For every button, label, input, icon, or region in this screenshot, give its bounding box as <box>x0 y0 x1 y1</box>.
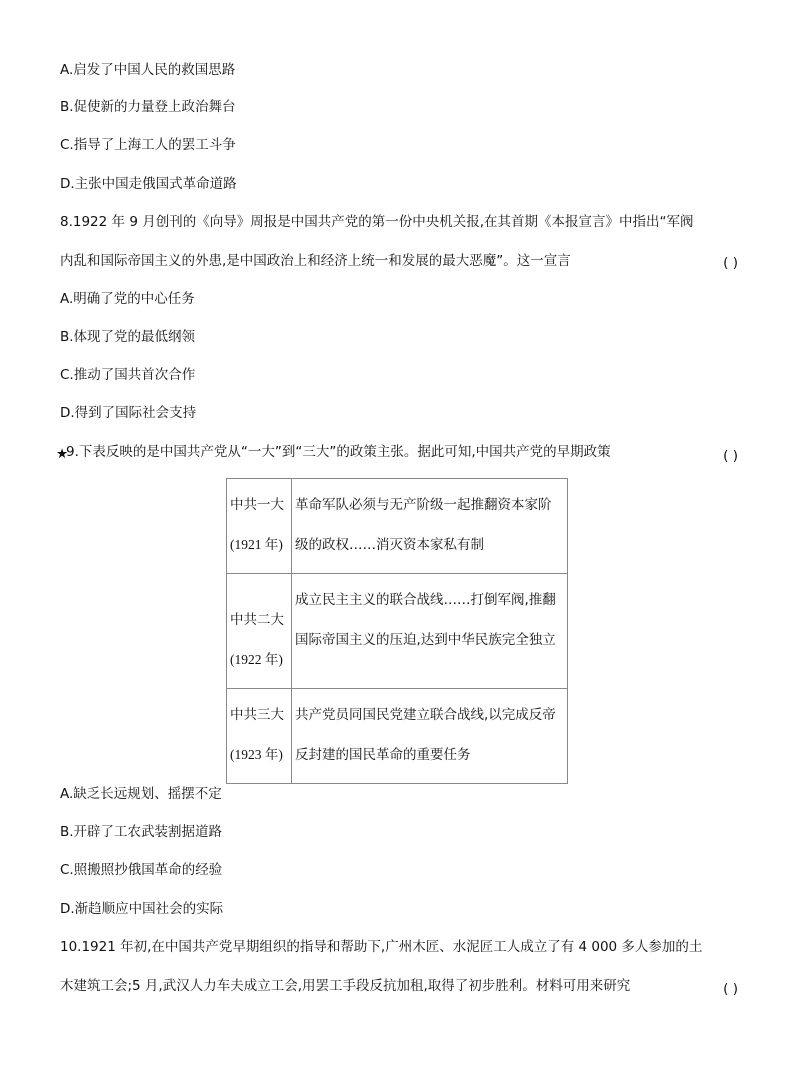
table-row <box>227 574 568 689</box>
q10-stem-line2: 木建筑工会;5 月,武汉人力车夫成立工会,用罢工手段反抗加租,取得了初步胜利。材料可用来研究 <box>60 978 631 994</box>
table-row <box>227 479 568 574</box>
q10-stem-line1: 10.1921 年初,在中国共产党早期组织的指导和帮助下,广州木匠、水泥匠工人成立了有 4 000 多人参加的土 <box>60 939 703 955</box>
q9-option-b: B.开辟了工农武装割据道路 <box>60 824 223 840</box>
q8-answer-paren: ( ) <box>723 255 738 271</box>
row-header <box>227 479 292 574</box>
policy-table <box>226 478 568 784</box>
congress-year: (1922 年) <box>230 652 283 667</box>
congress-name: 中共三大 <box>230 707 284 723</box>
policy-content: 成立民主主义的联合战线……打倒军阀,推翻国际帝国主义的压迫,达到中华民族完全独立 <box>292 574 568 689</box>
q7-option-c: C.指导了上海工人的罢工斗争 <box>60 137 236 153</box>
q8-stem-line1: 8.1922 年 9 月创刊的《向导》周报是中国共产党的第一份中央机关报,在其首期《本报宣言》中指出“军阀 <box>60 214 694 230</box>
row-header <box>227 689 292 784</box>
q8-option-b: B.体现了党的最低纲领 <box>60 329 196 345</box>
row-header <box>227 574 292 689</box>
policy-content: 革命军队必须与无产阶级一起推翻资本家阶级的政权……消灭资本家私有制 <box>292 479 568 574</box>
q9-stem: 9.下表反映的是中国共产党从“一大”到“三大”的政策主张。据此可知,中国共产党的早期政策 <box>66 444 611 460</box>
q9-option-a: A.缺乏长远规划、摇摆不定 <box>60 786 222 802</box>
q7-option-b: B.促使新的力量登上政治舞台 <box>60 99 236 115</box>
q8-option-c: C.推动了国共首次合作 <box>60 367 196 383</box>
q8-option-a: A.明确了党的中心任务 <box>60 291 195 307</box>
q10-answer-paren: ( ) <box>723 981 738 997</box>
q7-option-d: D.主张中国走俄国式革命道路 <box>60 176 237 192</box>
q8-stem-line2: 内乱和国际帝国主义的外患,是中国政治上和经济上统一和发展的最大恶魔”。这一宣言 <box>60 253 571 269</box>
q9-option-d: D.渐趋顺应中国社会的实际 <box>60 901 224 917</box>
congress-year: (1923 年) <box>230 747 283 762</box>
q9-answer-paren: ( ) <box>723 448 738 464</box>
table-row <box>227 689 568 784</box>
q7-option-a: A.启发了中国人民的救国思路 <box>60 62 236 78</box>
q8-option-d: D.得到了国际社会支持 <box>60 405 197 421</box>
congress-year: (1921 年) <box>230 537 283 552</box>
q9-option-c: C.照搬照抄俄国革命的经验 <box>60 862 223 878</box>
q9-star-icon: ★ <box>56 446 69 462</box>
congress-name: 中共一大 <box>230 497 284 513</box>
policy-content: 共产党员同国民党建立联合战线,以完成反帝反封建的国民革命的重要任务 <box>292 689 568 784</box>
congress-name: 中共二大 <box>230 612 284 628</box>
